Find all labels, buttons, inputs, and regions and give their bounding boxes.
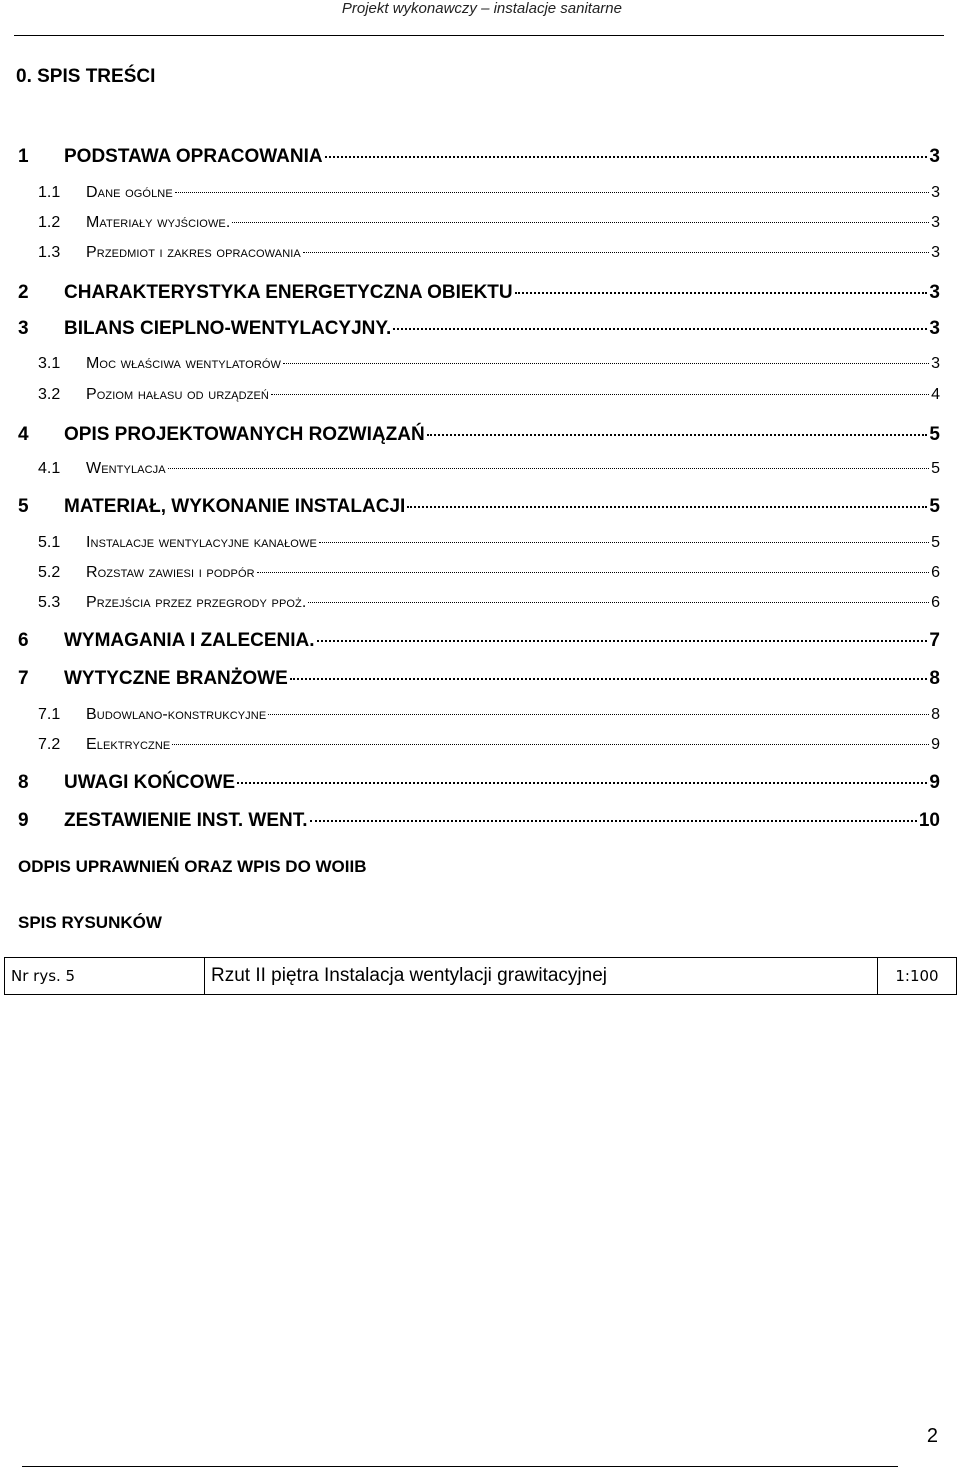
toc-entry[interactable] [38,564,940,582]
toc-entry-number: 9 [18,810,29,831]
toc-entry[interactable] [18,810,940,832]
toc-entry[interactable] [38,460,940,478]
toc-entry-number: 3.2 [38,386,61,403]
toc-entry[interactable] [38,706,940,724]
toc-entry-title: OPIS PROJEKTOWANYCH ROZWIĄZAŃ [64,424,425,445]
toc-entry-number: 3.1 [38,355,61,372]
toc-entry-page: 5 [929,424,940,445]
toc-entry-title: BILANS CIEPLNO-WENTYLACYJNY. [64,318,392,339]
toc-entry[interactable] [18,424,940,446]
toc-entry[interactable] [18,318,940,340]
toc-dot-leader [325,156,928,158]
toc-entry-title: Wentylacja [86,460,166,477]
toc-dot-leader [257,572,929,573]
toc-entry-title: Instalacje wentylacyjne kanałowe [86,534,317,551]
toc-dot-leader [515,292,928,294]
permissions-heading: ODPIS UPRAWNIEŃ ORAZ WPIS DO WOIIB [18,857,367,876]
toc-dot-leader [232,222,929,223]
toc-heading: 0. SPIS TREŚCI [16,66,156,87]
toc-entry-page: 3 [929,146,940,167]
toc-entry-title: Moc właściwa wentylatorów [86,355,282,372]
toc-entry-title: UWAGI KOŃCOWE [64,772,235,793]
toc-entry-number: 4.1 [38,460,61,477]
toc-entry-title: Elektryczne [86,736,171,753]
toc-entry[interactable] [38,594,940,612]
toc-entry-title: Przejścia przez przegrody ppoż. [86,594,307,611]
toc-entry-title: WYMAGANIA I ZALECENIA. [64,630,315,651]
toc-dot-leader [310,820,917,822]
toc-entry-title: MATERIAŁ, WYKONANIE INSTALACJI [64,496,406,517]
toc-entry-title: PODSTAWA OPRACOWANIA [64,146,323,167]
toc-dot-leader [317,640,928,642]
toc-entry-page: 10 [918,810,940,831]
toc-entry-title: Dane ogólne [86,184,173,201]
toc-dot-leader [175,192,929,193]
toc-dot-leader [271,394,929,395]
toc-entry-page: 6 [931,564,940,581]
drawings-table [4,957,957,995]
toc-entry-page: 3 [929,318,940,339]
toc-entry-title: Przedmiot i zakres opracowania [86,244,301,261]
toc-dot-leader [172,744,929,745]
toc-entry-number: 1 [18,146,29,167]
header-rule [14,35,944,36]
toc-entry-page: 5 [931,534,940,551]
toc-entry-title: Materiały wyjściowe. [86,214,231,231]
toc-dot-leader [168,468,929,469]
toc-entry-number: 1.3 [38,244,61,261]
toc-entry-number: 3 [18,318,29,339]
toc-entry-number: 5.2 [38,564,61,581]
drawings-list-heading: SPIS RYSUNKÓW [18,913,162,932]
toc-entry-page: 9 [931,736,940,753]
toc-entry-number: 4 [18,424,29,445]
toc-dot-leader [290,678,928,680]
drawing-row [5,958,957,995]
toc-entry-number: 7.1 [38,706,61,723]
toc-entry-page: 5 [929,496,940,517]
toc-dot-leader [427,434,928,436]
toc-entry[interactable] [18,668,940,690]
drawing-title: Rzut II piętra Instalacja wentylacji grawitacyjnej [205,958,878,995]
toc-dot-leader [237,782,927,784]
toc-entry-page: 3 [931,244,940,261]
toc-entry-number: 1.2 [38,214,61,231]
toc-dot-leader [303,252,929,253]
toc-entry-page: 3 [931,214,940,231]
toc-dot-leader [308,602,929,603]
toc-entry[interactable] [18,772,940,794]
toc-entry-number: 8 [18,772,29,793]
toc-entry-number: 5.3 [38,594,61,611]
toc-entry-title: CHARAKTERYSTYKA ENERGETYCZNA OBIEKTU [64,282,513,303]
toc-entry-page: 5 [931,460,940,477]
toc-entry-number: 5 [18,496,29,517]
toc-entry-page: 8 [929,668,940,689]
toc-entry-number: 5.1 [38,534,61,551]
toc-entry-number: 2 [18,282,29,303]
toc-entry-page: 3 [931,184,940,201]
page-number: 2 [926,1425,938,1447]
toc-dot-leader [407,506,927,508]
footer-rule [22,1466,898,1467]
toc-entry[interactable] [38,244,940,262]
toc-dot-leader [393,328,927,330]
drawing-number: Nr rys. 5 [5,958,205,995]
toc-entry-page: 4 [931,386,940,403]
toc-entry[interactable] [38,534,940,552]
toc-entry[interactable] [18,630,940,652]
toc-entry-title: WYTYCZNE BRANŻOWE [64,668,288,689]
header-title: Projekt wykonawczy – instalacje sanitarne [341,0,622,17]
toc-entry-number: 7 [18,668,29,689]
toc-entry[interactable] [38,214,940,232]
toc-dot-leader [283,363,929,364]
toc-entry[interactable] [18,146,940,168]
toc-entry-title: Poziom hałasu od urządzeń [86,386,269,403]
toc-entry-page: 7 [929,630,940,651]
toc-dot-leader [319,542,929,543]
toc-entry-page: 6 [931,594,940,611]
toc-entry[interactable] [38,355,940,373]
toc-entry-number: 7.2 [38,736,61,753]
toc-entry-page: 8 [931,706,940,723]
toc-entry-page: 9 [929,772,940,793]
toc-entry[interactable] [38,184,940,202]
toc-entry[interactable] [38,386,940,404]
toc-entry-title: Budowlano-konstrukcyjne [86,706,267,723]
toc-entry-title: Rozstaw zawiesi i podpór [86,564,255,581]
toc-entry-page: 3 [931,355,940,372]
toc-entry[interactable] [18,496,940,518]
toc-entry-page: 3 [929,282,940,303]
toc-entry-number: 1.1 [38,184,61,201]
toc-entry-number: 6 [18,630,29,651]
toc-entry-title: ZESTAWIENIE INST. WENT. [64,810,308,831]
toc-entry[interactable] [38,736,940,754]
drawing-scale: 1:100 [878,958,957,995]
toc-entry[interactable] [18,282,940,304]
toc-dot-leader [268,714,929,715]
